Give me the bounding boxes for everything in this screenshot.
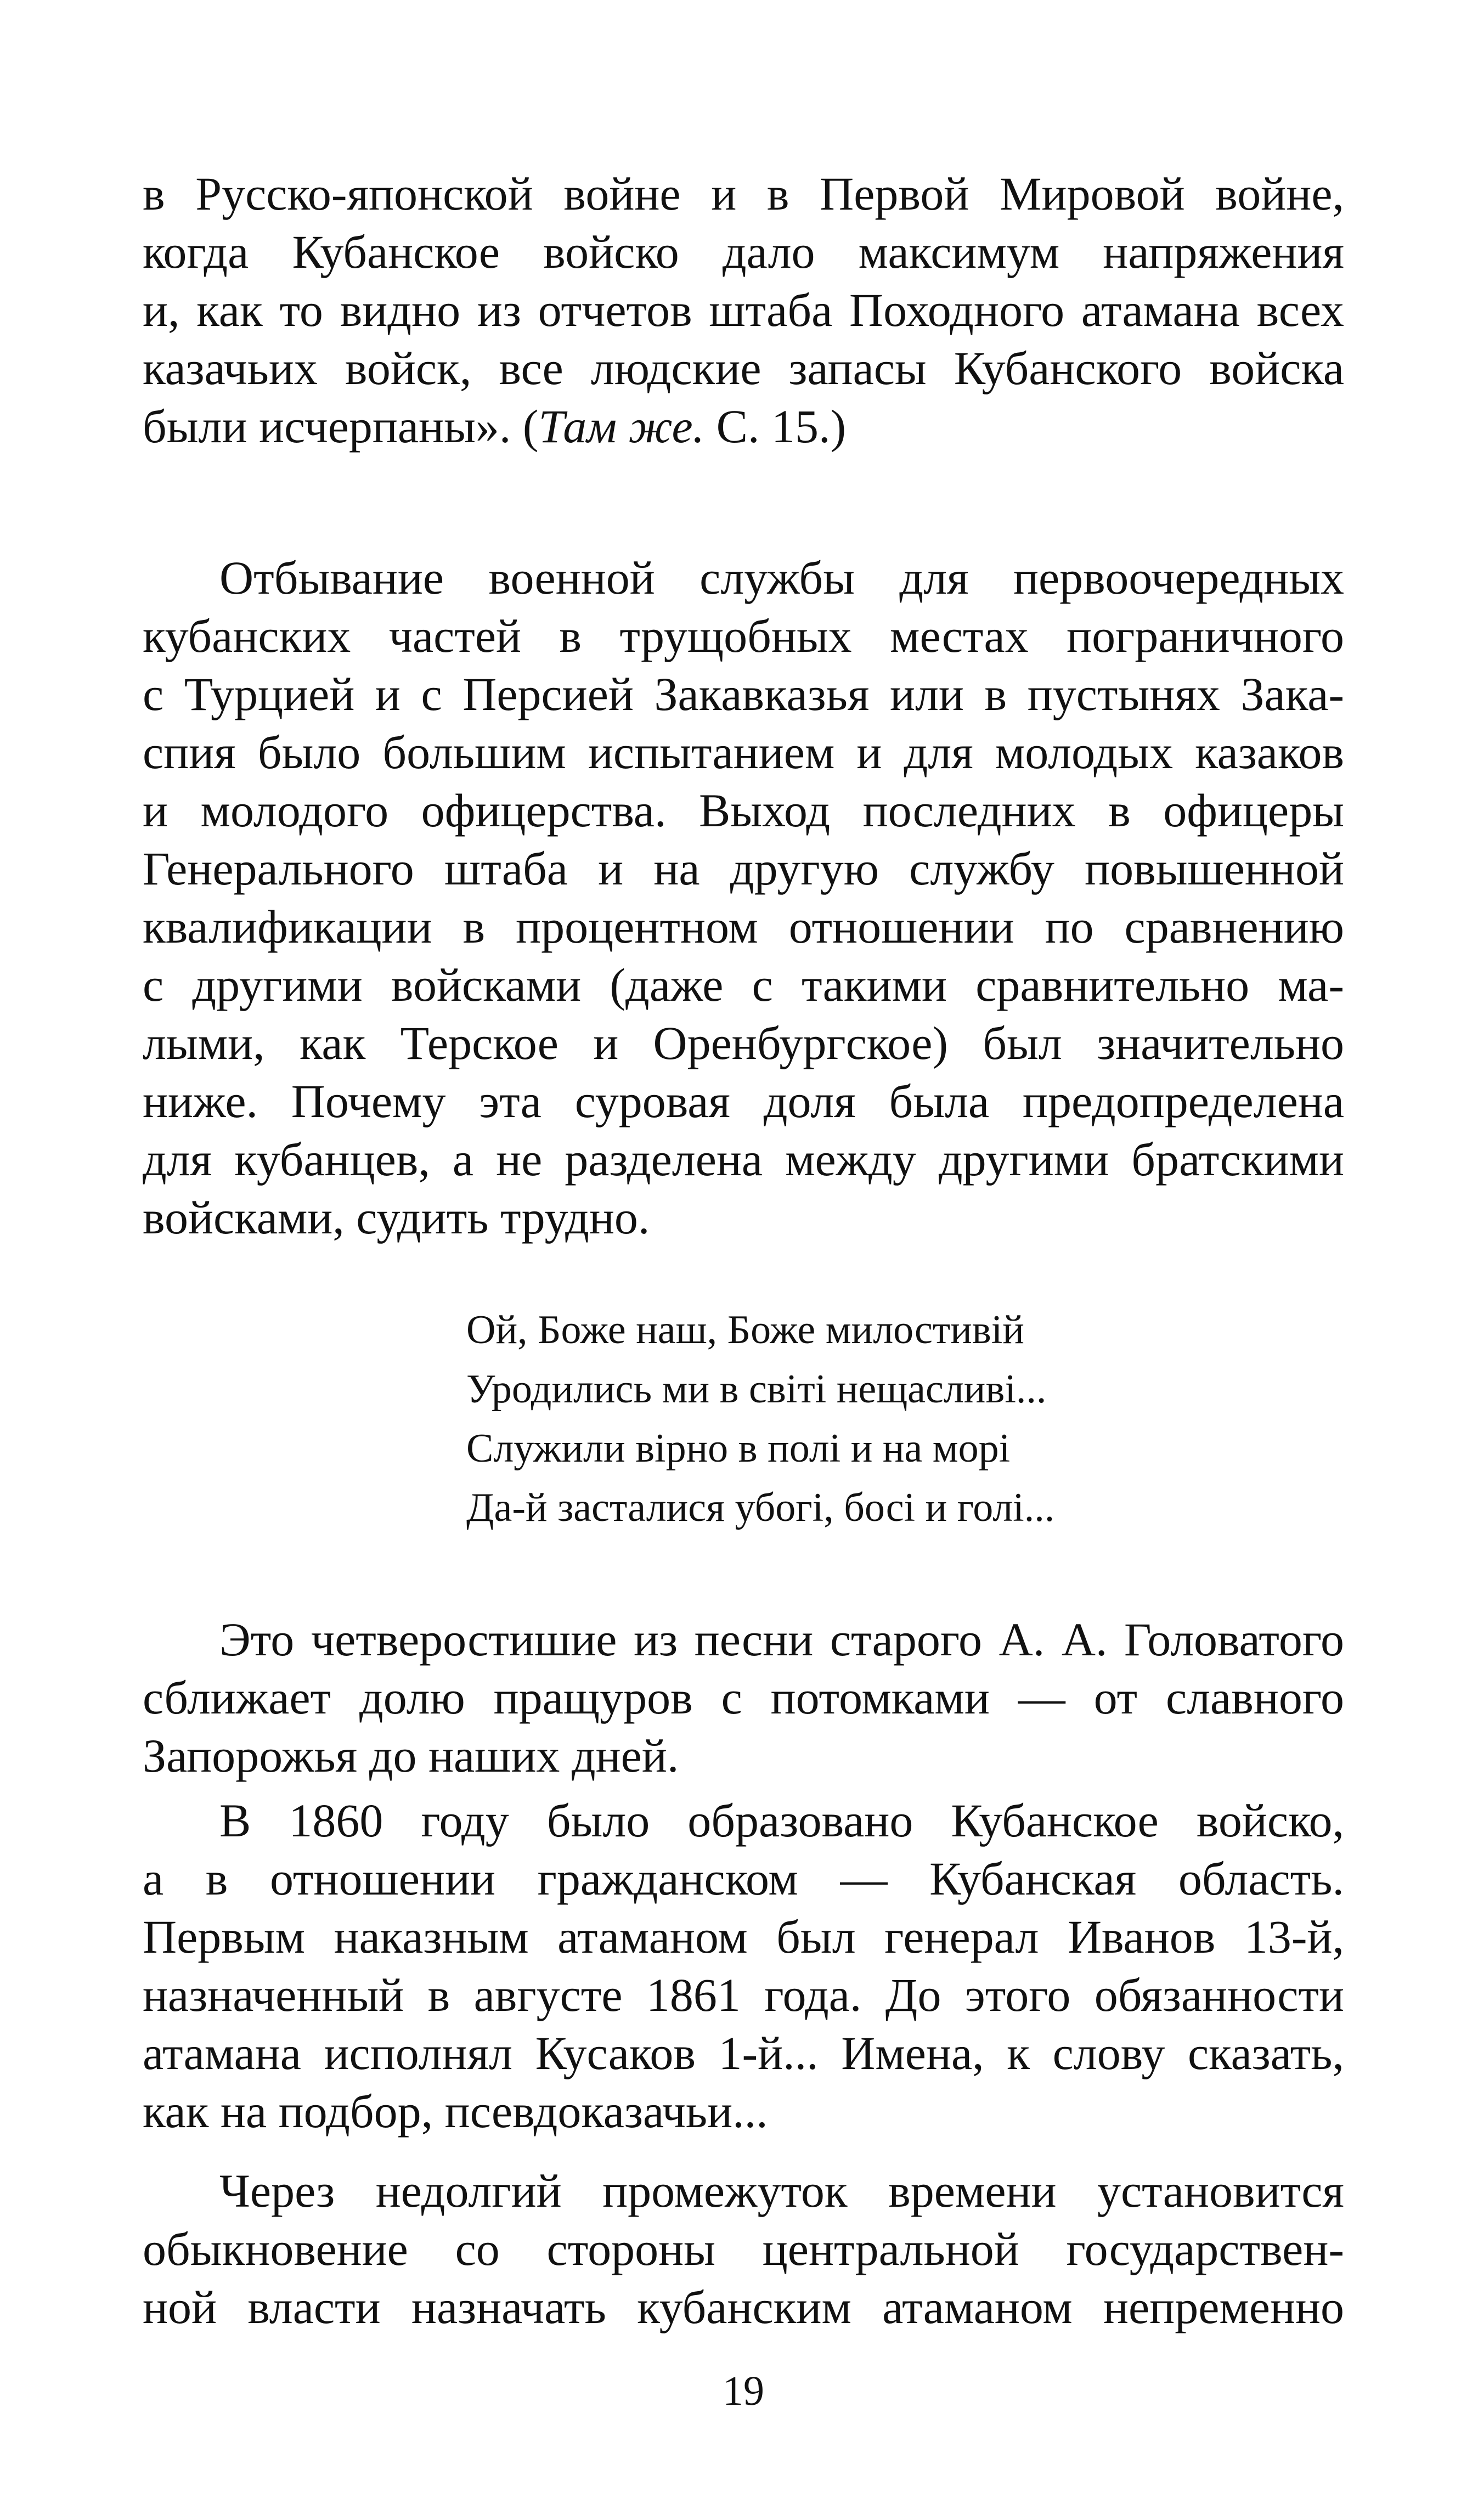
text-line: ниже. Почему эта суровая доля была предопределена bbox=[143, 1075, 1344, 1127]
text-line: Генерального штаба и на другую службу повышенной bbox=[143, 842, 1344, 895]
text-line: казачьих войск, все людские запасы Кубанского войска bbox=[143, 342, 1344, 394]
text-fragment: были исчерпаны». ( bbox=[143, 400, 539, 453]
text-line: Отбывание военной службы для первоочередных bbox=[219, 551, 1344, 604]
text-line: Запорожья до наших дней. bbox=[143, 1729, 679, 1782]
verse-line: Ой, Боже наш, Боже милостивій bbox=[466, 1307, 1024, 1352]
text-line: Это четверостишие из песни старого А. А. Головатого bbox=[219, 1613, 1344, 1666]
text-line: в Русско-японской войне и в Первой Мировой войне, bbox=[143, 167, 1344, 220]
book-page bbox=[143, 165, 1344, 2469]
text-line: когда Кубанское войско дало максимум напряжения bbox=[143, 225, 1344, 278]
text-line: сближает долю пращуров с потомками — от славного bbox=[143, 1671, 1344, 1724]
text-fragment: С. 15.) bbox=[704, 400, 847, 453]
paragraph-military-service bbox=[143, 549, 1344, 1247]
text-line: а в отношении гражданском — Кубанская область. bbox=[143, 1852, 1344, 1905]
paragraph-continuation bbox=[143, 165, 1344, 455]
text-line: квалификации в процентном отношении по сравнению bbox=[143, 900, 1344, 953]
citation-italic: Там же. bbox=[538, 400, 705, 453]
text-line: для кубанцев, а не разделена между другими братскими bbox=[143, 1133, 1344, 1186]
text-line: лыми, как Терское и Оренбургское) был значительно bbox=[143, 1017, 1344, 1069]
text-line: Первым наказным атаманом был генерал Иванов 13-й, bbox=[143, 1910, 1344, 1963]
page-number: 19 bbox=[723, 2368, 764, 2414]
text-line: и молодого офицерства. Выход последних в офицеры bbox=[143, 784, 1344, 837]
text-line: с Турцией и с Персией Закавказья или в пустынях Зака- bbox=[143, 668, 1344, 720]
text-line: войсками, судить трудно. bbox=[143, 1191, 650, 1244]
text-line bbox=[143, 397, 1344, 455]
text-line: В 1860 году было образовано Кубанское войско, bbox=[219, 1794, 1344, 1847]
text-line: как на подбор, псевдоказачьи... bbox=[143, 2085, 768, 2138]
text-line: с другими войсками (даже с такими сравнительно ма- bbox=[143, 959, 1344, 1011]
text-line: обыкновение со стороны центральной государствен- bbox=[143, 2223, 1344, 2275]
text-line: и, как то видно из отчетов штаба Походного атамана всех bbox=[143, 284, 1344, 336]
verse-line: Служили вірно в полі и на морі bbox=[466, 1426, 1011, 1471]
text-line: назначенный в августе 1861 года. До этого обязанности bbox=[143, 1969, 1344, 2021]
verse-line: Уродились ми в світі нещасливі... bbox=[466, 1367, 1047, 1412]
text-line: атамана исполнял Кусаков 1-й... Имена, к слову сказать, bbox=[143, 2027, 1344, 2079]
text-line: ной власти назначать кубанским атаманом непременно bbox=[143, 2281, 1344, 2333]
text-line: кубанских частей в трущобных местах пограничного bbox=[143, 610, 1344, 662]
verse-line: Да-й засталися убогі, босі и голі... bbox=[466, 1485, 1055, 1530]
paragraph-kuban-host bbox=[143, 1791, 1344, 2140]
text-line: Через недолгий промежуток времени установится bbox=[219, 2164, 1344, 2217]
paragraph-quatrain-comment bbox=[143, 1610, 1344, 1785]
text-line: спия было большим испытанием и для молодых казаков bbox=[143, 726, 1344, 779]
verse-quatrain bbox=[466, 1300, 1054, 1537]
paragraph-appointment bbox=[143, 2162, 1344, 2336]
